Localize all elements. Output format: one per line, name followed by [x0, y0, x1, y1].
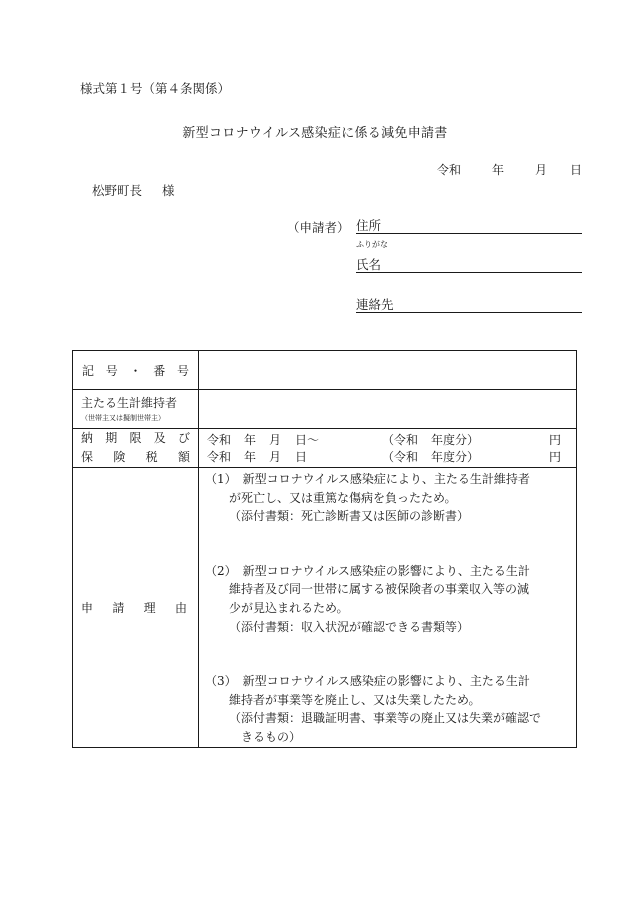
application-reason-options [199, 468, 577, 748]
reason-line: が死亡し、又は重篤な傷病を負ったため。 [229, 490, 457, 505]
due-day: 日～ [295, 433, 320, 447]
label-char: 税 [145, 450, 158, 464]
code-number-input[interactable] [199, 351, 577, 390]
contact-field[interactable] [356, 297, 582, 313]
due-year: 年 [244, 450, 257, 464]
application-reason-label [73, 468, 199, 748]
reason-line: （1） 新型コロナウイルス感染症により、主たる生計維持者 [205, 472, 530, 486]
date-day: 日 [570, 163, 583, 177]
label-char: 請 [112, 600, 125, 615]
label-char: 及 [153, 431, 166, 445]
reason-option-2[interactable] [205, 562, 572, 636]
reason-line: （2） 新型コロナウイルス感染症の影響により、主たる生計 [205, 563, 530, 578]
date-era: 令和 [437, 163, 462, 177]
reason-line: 少が見込まれるため。 [229, 600, 349, 615]
fiscal-year-2 [382, 450, 479, 464]
row-main-earner [73, 390, 577, 429]
label-char: 申 [81, 600, 94, 615]
document-title: 新型コロナウイルス感染症に係る減免申請書 [182, 126, 448, 141]
date-year: 年 [492, 163, 505, 177]
code-number-label [73, 351, 199, 390]
reason-attachment: （添付書類：収入状況が確認できる書類等） [229, 619, 470, 634]
address-label: 住所 [356, 218, 382, 233]
name-label: 氏名 [356, 257, 382, 272]
address-field[interactable] [356, 218, 582, 234]
reason-option-1[interactable] [205, 470, 572, 526]
applicant-label: （申請者） [287, 220, 350, 235]
label-char: 番 [153, 363, 166, 378]
due-date-amount-input[interactable] [199, 429, 577, 468]
reason-attachment: （添付書類：退職証明書、事業等の廃止又は失業が確認で [229, 711, 542, 726]
reason-attachment: （添付書類：死亡診断書又は医師の診断書） [229, 509, 470, 524]
label-char: 号 [176, 363, 189, 378]
fy-label: 年度分） [431, 450, 480, 464]
label-char: 記 [82, 363, 95, 378]
label-char: 期 [105, 431, 118, 445]
main-earner-input[interactable] [199, 390, 577, 429]
due-date-from [207, 433, 319, 447]
due-era: 令和 [207, 450, 232, 464]
date-month: 月 [535, 163, 548, 177]
due-month: 月 [269, 433, 282, 447]
recipient [92, 181, 175, 199]
main-earner-label [73, 390, 199, 429]
reason-option-3[interactable] [205, 672, 572, 746]
fy-label: 年度分） [431, 433, 480, 447]
due-date-to [207, 450, 307, 464]
fy-era: （令和 [382, 433, 419, 447]
label-char: 理 [143, 600, 156, 615]
furigana-label: ふりがな [356, 240, 388, 249]
label-char: ・ [129, 363, 142, 378]
due-date-amount-label [73, 429, 199, 468]
label-char: 保 [81, 450, 94, 464]
label-char: 納 [81, 431, 94, 445]
name-field[interactable] [356, 257, 582, 273]
due-era: 令和 [207, 433, 232, 447]
row-application-reason [73, 468, 577, 748]
reason-attachment: きるもの） [241, 729, 302, 744]
label-char: 険 [113, 450, 126, 464]
due-day: 日 [295, 450, 308, 464]
reason-line: （3） 新型コロナウイルス感染症の影響により、主たる生計 [205, 674, 530, 689]
row-code-number [73, 351, 577, 390]
application-table [72, 350, 577, 748]
reason-line: 維持者及び同一世帯に属する被保険者の事業収入等の減 [229, 582, 530, 597]
main-earner-sublabel: （世帯主又は擬制世帯主） [81, 413, 165, 422]
label-char: 額 [177, 450, 190, 464]
row-due-date-amount [73, 429, 577, 468]
label-char: 由 [174, 600, 187, 615]
label-char: び [177, 431, 190, 445]
main-earner-label-text: 主たる生計維持者 [81, 395, 178, 410]
label-char: 限 [129, 431, 142, 445]
fiscal-year-1 [382, 433, 479, 447]
contact-label: 連絡先 [356, 297, 394, 312]
label-char: 号 [105, 363, 118, 378]
yen-unit-2: 円 [549, 450, 562, 464]
recipient-name: 松野町長 [92, 183, 143, 198]
recipient-honorific: 様 [162, 183, 175, 198]
due-year: 年 [244, 433, 257, 447]
due-month: 月 [269, 450, 282, 464]
reason-line: 維持者が事業等を廃止し、又は失業したため。 [229, 692, 481, 707]
form-number: 様式第１号（第４条関係） [80, 81, 231, 96]
yen-unit-1: 円 [549, 433, 562, 447]
fy-era: （令和 [382, 450, 419, 464]
